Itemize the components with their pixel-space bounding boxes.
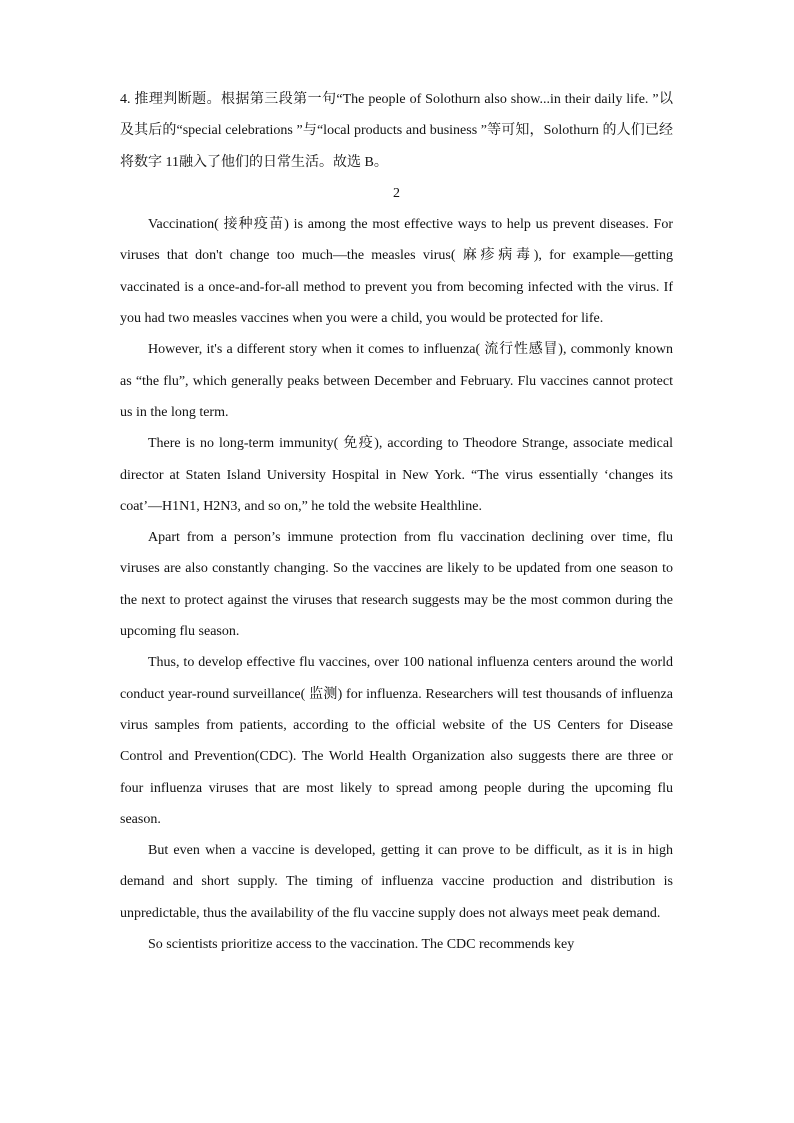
paragraph-influenza-difference: However, it's a different story when it comes to influenza( 流行性感冒), commonly known as “the flu”, which generally peaks between December and February. Flu vaccines cannot protect us in the long term. bbox=[120, 342, 673, 420]
paragraph-surveillance: Thus, to develop effective flu vaccines, over 100 national influenza centers around the world conduct year-round surveillance( 监测) for influenza. Researchers will test thousands of influenza virus samples from patients, according to the official website of the US Centers for Disease Control and Prevention(CDC). The World Health Organization also suggests there are three or four influenza viruses that are most likely to spread among people during the upcoming flu season. bbox=[120, 655, 673, 827]
paragraph-prioritize-access: So scientists prioritize access to the vaccination. The CDC recommends key bbox=[148, 937, 575, 953]
document-page bbox=[120, 84, 673, 960]
paragraph-supply-demand: But even when a vaccine is developed, getting it can prove to be difficult, as it is in high demand and short supply. The timing of influenza vaccine production and distribution is unpredictable, thus the availability of the flu vaccine supply does not always meet peak demand. bbox=[120, 843, 673, 921]
paragraph-no-long-term-immunity: There is no long-term immunity( 免疫), according to Theodore Strange, associate medical director at Staten Island University Hospital in New York. “The virus essentially ‘changes its coat’—H1N1, H2N3, and so on,” he told the website Healthline. bbox=[120, 436, 673, 514]
paragraph-viruses-changing: Apart from a person’s immune protection from flu vaccination declining over time, flu viruses are also constantly changing. So the vaccines are likely to be updated from one season to the next to protect against the viruses that research suggests may be the most common during the upcoming flu season. bbox=[120, 530, 673, 640]
section-number: 2 bbox=[393, 185, 400, 201]
answer-explanation: 4. 推理判断题。根据第三段第一句“The people of Solothurn also show...in their daily life. ”以及其后的“special celebrations ”与“local products and business ”等可知，Solothurn 的人们已经将数字 11融入了他们的日常生活。故选 B。 bbox=[120, 92, 673, 170]
paragraph-vaccination-intro: Vaccination( 接种疫苗) is among the most effective ways to help us prevent diseases. For viruses that don't change too much—the measles virus( 麻疹病毒), for example—getting vaccinated is a once-and-for-all method to prevent you from becoming infected with the virus. If you had two measles vaccines when you were a child, you would be protected for life. bbox=[120, 217, 673, 327]
